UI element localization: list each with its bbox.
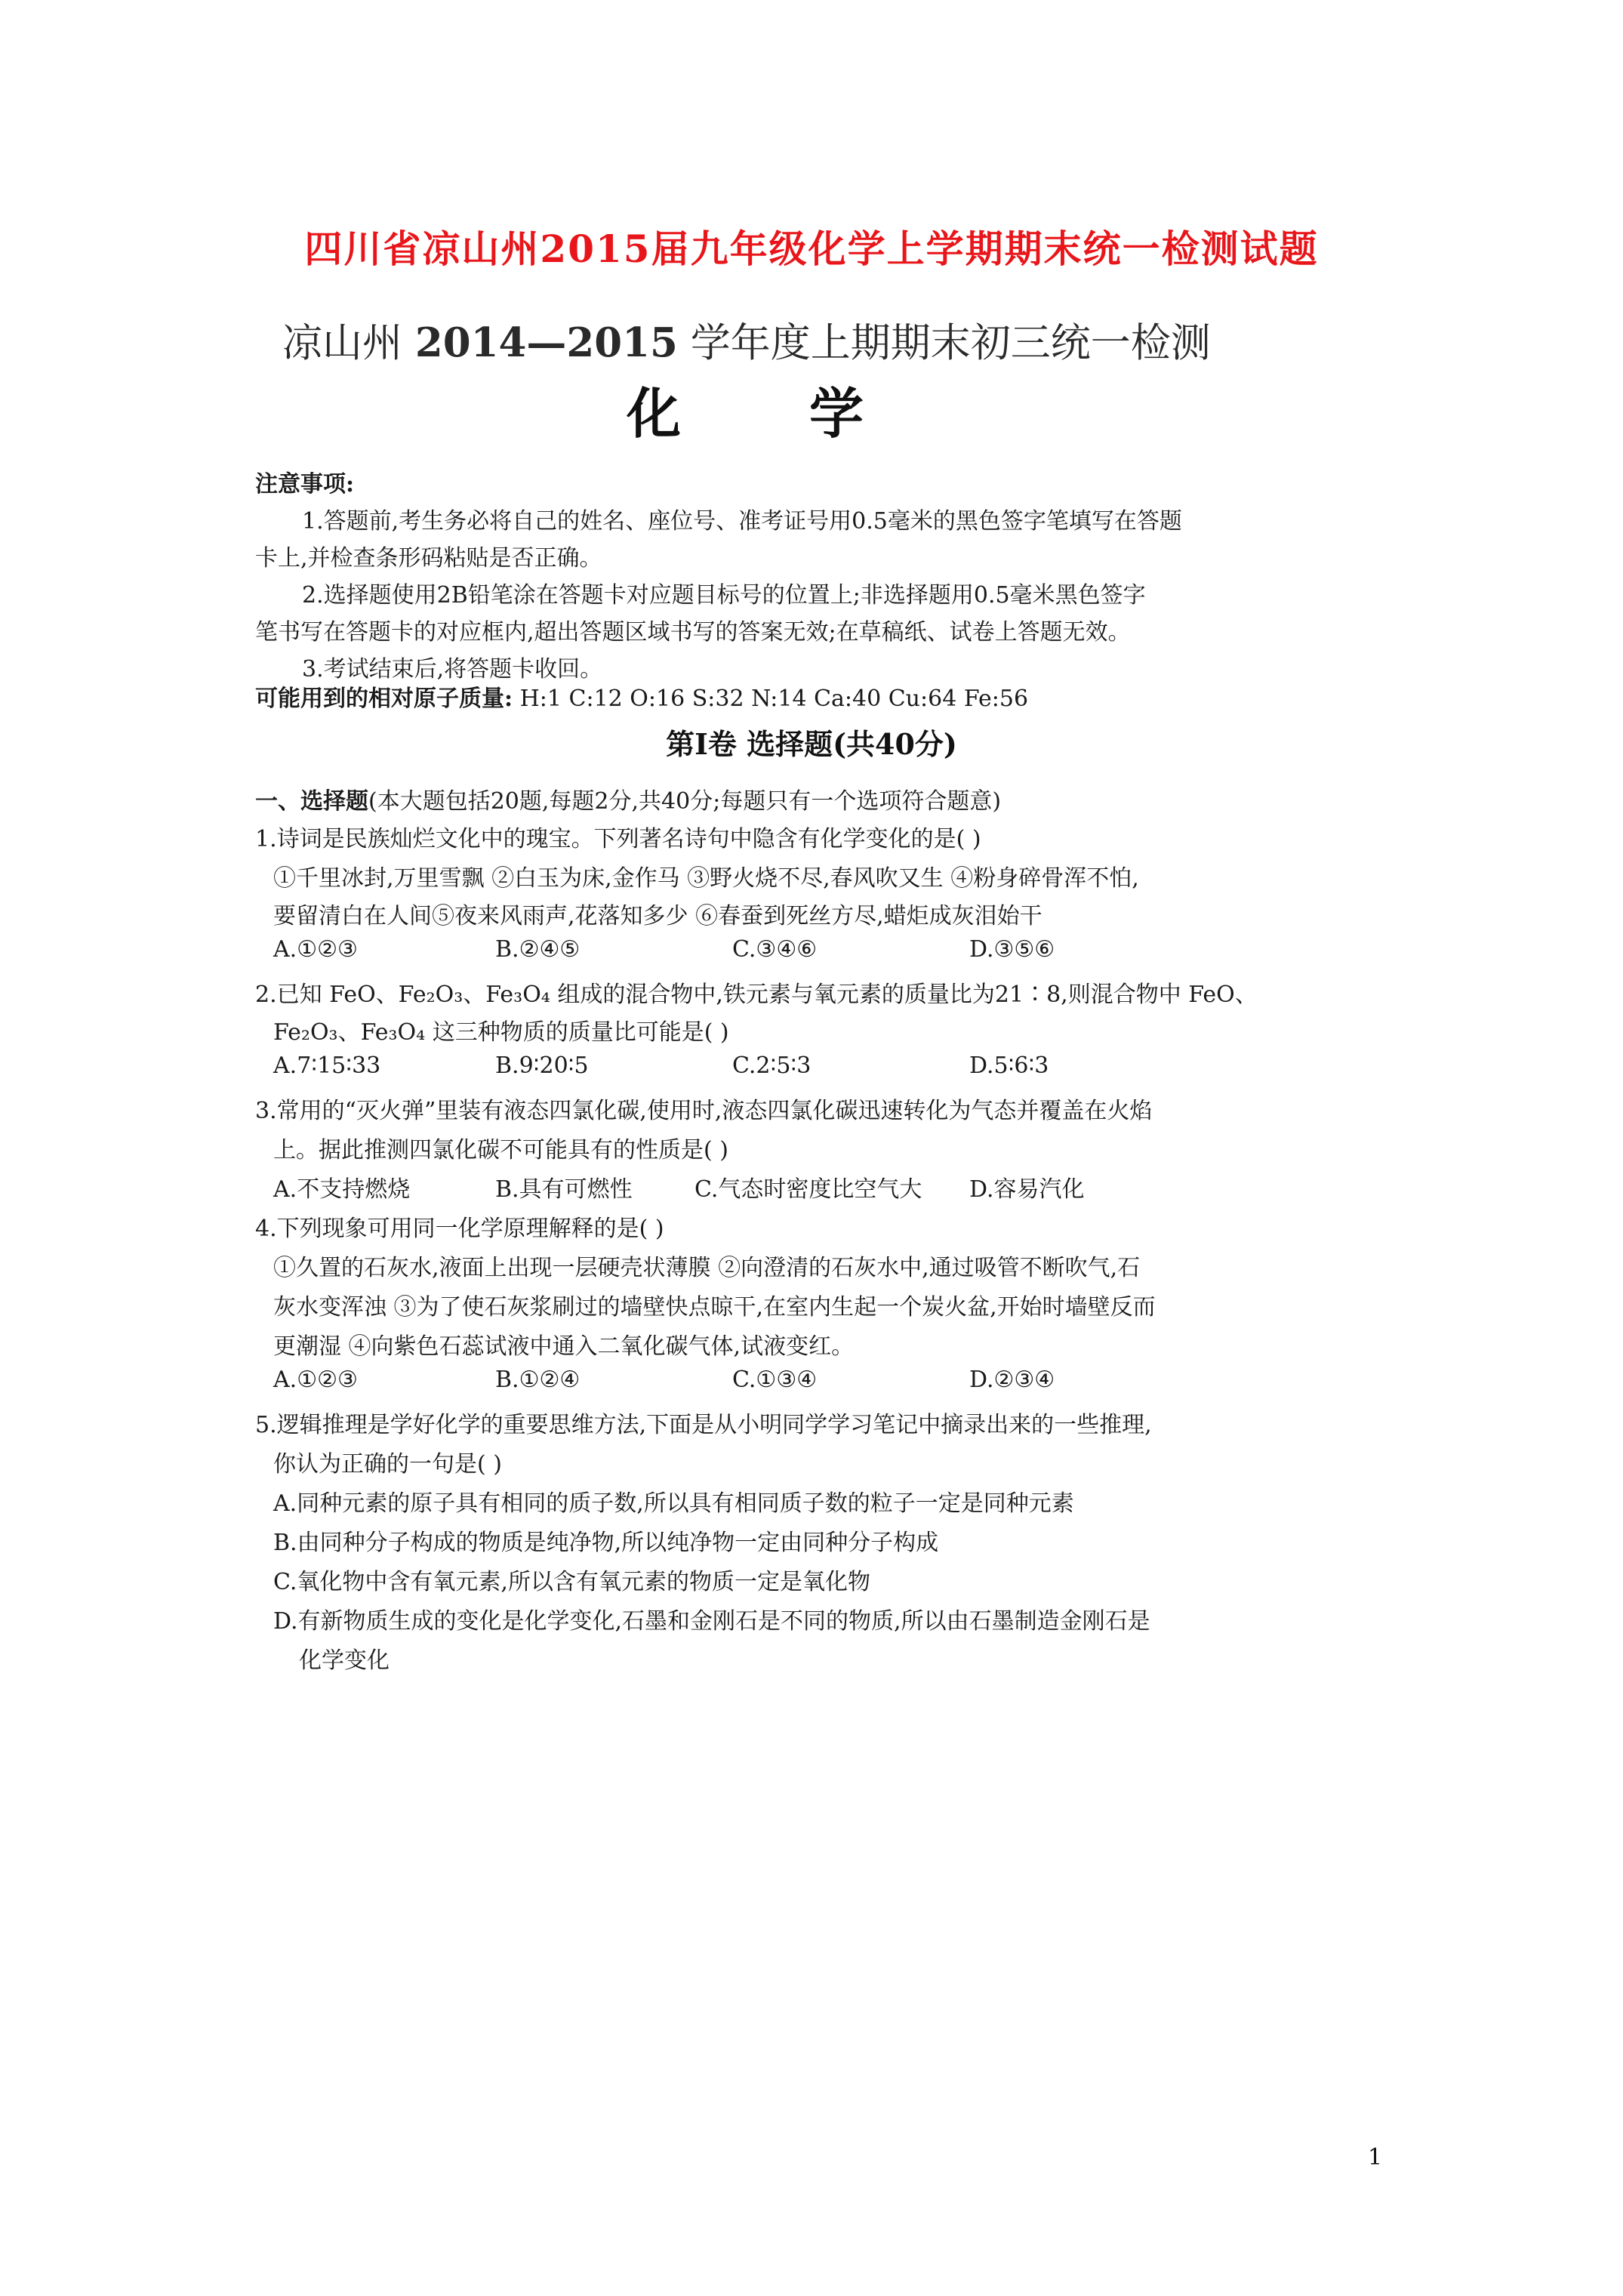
question-4-detail-3: 更潮湿 ④向紫色石蕊试液中通入二氧化碳气体,试液变红。 (273, 1333, 855, 1360)
question-4-option-c: C.①③④ (732, 1367, 818, 1393)
notes-line-2: 卡上,并检查条形码粘贴是否正确。 (255, 545, 602, 572)
question-2-stem: 2.已知 FeO、Fe₂O₃、Fe₃O₄ 组成的混合物中,铁元素与氧元素的质量比为21∶8,则混合物中 FeO、 (255, 982, 1258, 1008)
notes-line-5: 3.考试结束后,将答题卡收回。 (302, 656, 603, 683)
exam-header-prefix: 凉山州 (282, 320, 415, 366)
question-1-option-a: A.①②③ (273, 936, 358, 963)
question-5-option-d-cont: 化学变化 (299, 1647, 390, 1674)
question-4-detail-1: ①久置的石灰水,液面上出现一层硬壳状薄膜 ②向澄清的石灰水中,通过吸管不断吹气,石 (273, 1255, 1141, 1281)
part-description: (本大题包括20题,每题2分,共40分;每题只有一个选项符合题意) (368, 788, 1002, 815)
question-5-stem: 5.逻辑推理是学好化学的重要思维方法,下面是从小明同学学习笔记中摘录出来的一些推理, (255, 1412, 1152, 1438)
question-1-detail-1: ①千里冰封,万里雪飘 ②白玉为床,金作马 ③野火烧不尽,春风吹又生 ④粉身碎骨浑不怕, (273, 865, 1139, 892)
question-3-option-d: D.容易汽化 (969, 1176, 1085, 1203)
question-4-detail-2: 灰水变浑浊 ③为了使石灰浆刷过的墙壁快点晾干,在室内生起一个炭火盆,开始时墙壁反而 (273, 1294, 1156, 1321)
question-1-option-c: C.③④⑥ (732, 936, 818, 963)
question-2-option-d: D.5∶6∶3 (969, 1052, 1049, 1079)
question-2-option-a: A.7∶15∶33 (273, 1052, 381, 1079)
question-3-option-c: C.气态时密度比空气大 (694, 1176, 922, 1203)
question-1-option-b: B.②④⑤ (495, 936, 581, 963)
exam-header (282, 311, 1211, 368)
question-5-option-a: A.同种元素的原子具有相同的质子数,所以具有相同质子数的粒子一定是同种元素 (273, 1490, 1074, 1517)
atomic-mass-label: 可能用到的相对原子质量: (255, 686, 513, 712)
question-4-stem: 4.下列现象可用同一化学原理解释的是( ) (255, 1216, 664, 1242)
question-4-option-d: D.②③④ (969, 1367, 1055, 1393)
subject-char-2: 学 (809, 381, 864, 445)
part-label: 一、选择题 (255, 788, 368, 815)
subject-title (627, 370, 864, 448)
question-4-option-a: A.①②③ (273, 1367, 358, 1393)
atomic-mass-line (255, 680, 1028, 713)
question-2-stem-cont: Fe₂O₃、Fe₃O₄ 这三种物质的质量比可能是( ) (273, 1019, 729, 1046)
notes-line-4: 笔书写在答题卡的对应框内,超出答题区域书写的答案无效;在草稿纸、试卷上答题无效。 (255, 619, 1131, 646)
exam-header-suffix: 学年度上期期末初三统一检测 (677, 320, 1211, 366)
question-2-option-b: B.9∶20∶5 (495, 1052, 589, 1079)
question-5-option-c: C.氧化物中含有氧元素,所以含有氧元素的物质一定是氧化物 (273, 1569, 870, 1595)
question-1-stem: 1.诗词是民族灿烂文化中的瑰宝。下列著名诗句中隐含有化学变化的是( ) (255, 826, 981, 852)
question-3-stem: 3.常用的“灭火弹”里装有液态四氯化碳,使用时,液态四氯化碳迅速转化为气态并覆盖在火焰 (255, 1098, 1153, 1124)
exam-header-years: 2014—2015 (414, 319, 678, 366)
section-title: 第Ⅰ卷 选择题(共40分) (666, 727, 957, 761)
notes-line-1: 1.答题前,考生务必将自己的姓名、座位号、准考证号用0.5毫米的黑色签字笔填写在答题 (302, 508, 1182, 535)
part-heading (255, 782, 1001, 815)
notes-heading: 注意事项: (255, 471, 355, 498)
question-5-option-d: D.有新物质生成的变化是化学变化,石墨和金刚石是不同的物质,所以由石墨制造金刚石是 (273, 1608, 1150, 1635)
notes-line-3: 2.选择题使用2B铅笔涂在答题卡对应题目标号的位置上;非选择题用0.5毫米黑色签字 (302, 582, 1146, 609)
question-5-option-b: B.由同种分子构成的物质是纯净物,所以纯净物一定由同种分子构成 (273, 1530, 939, 1556)
page-number: 1 (1368, 2144, 1383, 2171)
question-1-detail-2: 要留清白在人间⑤夜来风雨声,花落知多少 ⑥春蚕到死丝方尽,蜡炬成灰泪始干 (273, 903, 1042, 929)
atomic-mass-values: H:1 C:12 O:16 S:32 N:14 Ca:40 Cu:64 Fe:56 (519, 686, 1029, 712)
document-title: 四川省凉山州2015届九年级化学上学期期末统一检测试题 (304, 227, 1319, 271)
question-2-option-c: C.2∶5∶3 (732, 1052, 812, 1079)
question-1-option-d: D.③⑤⑥ (969, 936, 1055, 963)
question-3-option-b: B.具有可燃性 (495, 1176, 633, 1203)
subject-char-1: 化 (627, 381, 682, 445)
question-5-stem-cont: 你认为正确的一句是( ) (273, 1451, 502, 1478)
question-3-option-a: A.不支持燃烧 (273, 1176, 411, 1203)
question-4-option-b: B.①②④ (495, 1367, 581, 1393)
question-3-stem-cont: 上。据此推测四氯化碳不可能具有的性质是( ) (273, 1137, 728, 1163)
